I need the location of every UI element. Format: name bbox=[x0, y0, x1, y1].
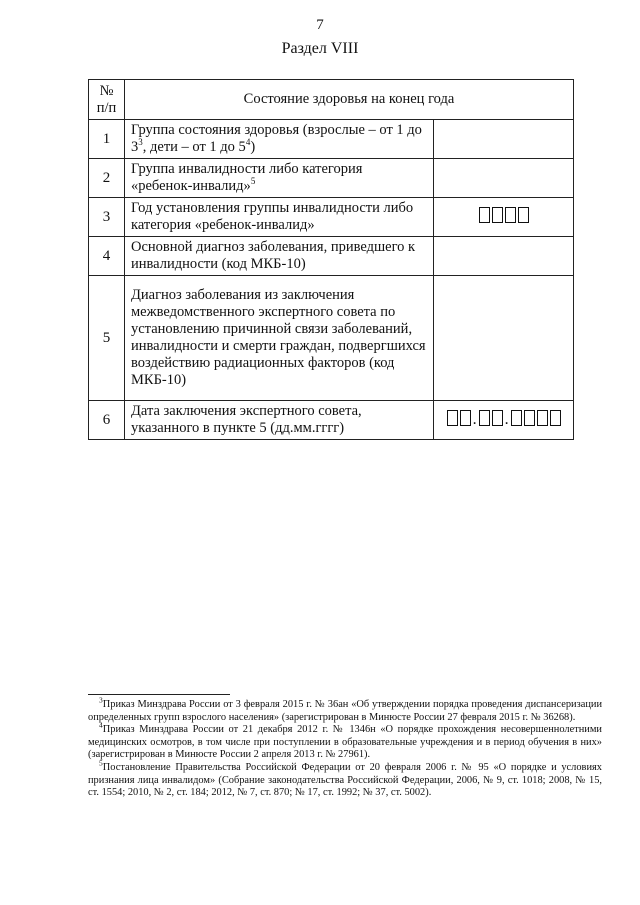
digit-box[interactable] bbox=[511, 410, 522, 426]
date-separator: . bbox=[504, 410, 509, 428]
digit-box[interactable] bbox=[518, 207, 529, 223]
row-description: Основной диагноз заболевания, приведшего к инвалидности (код МКБ-10) bbox=[125, 237, 434, 276]
footnote-mark: 3 bbox=[99, 695, 103, 705]
footnote-3 bbox=[88, 695, 602, 724]
digit-box[interactable] bbox=[492, 207, 503, 223]
row-description: Диагноз заболевания из заключения межведомственного экспертного совета по установлению причинной связи заболеваний, инвалидности и смерти граждан, подвергшихся воздействию радиационных факторов (код МКБ-10) bbox=[125, 276, 434, 401]
table-row bbox=[89, 120, 574, 159]
table-row bbox=[89, 276, 574, 401]
row-number: 3 bbox=[89, 198, 125, 237]
header-title-cell bbox=[125, 80, 574, 120]
footnote-4 bbox=[88, 720, 602, 762]
footnote-ref-3: 3 bbox=[138, 137, 143, 148]
table-row bbox=[89, 159, 574, 198]
row-1-text-b: , дети – от 1 до 5 bbox=[142, 139, 246, 155]
row-description: Год установления группы инвалидности либо категория «ребенок-инвалид» bbox=[125, 198, 434, 237]
row-number: 5 bbox=[89, 276, 125, 401]
footnote-ref-5: 5 bbox=[250, 176, 256, 187]
header-num-cell bbox=[89, 80, 125, 120]
row-value-field[interactable] bbox=[434, 276, 574, 401]
table-row bbox=[89, 401, 574, 440]
row-description bbox=[125, 120, 434, 159]
row-1-text-a: Группа состояния здоровья (взрослые – от 1 до 3 bbox=[131, 122, 422, 155]
footnote-text: Приказ Минздрава России от 3 февраля 2015 г. № 36ан «Об утверждении порядка проведения диспансеризации определенных групп взрослого населения» (зарегистрирован в Минюсте России 27 февраля 2015 г. № 36268). bbox=[88, 699, 602, 723]
digit-box[interactable] bbox=[505, 207, 516, 223]
footnote-divider bbox=[88, 694, 230, 695]
footnote-ref-4: 4 bbox=[245, 137, 251, 148]
footnotes bbox=[88, 695, 602, 800]
table-row bbox=[89, 237, 574, 276]
row-number: 1 bbox=[89, 120, 125, 159]
row-number: 4 bbox=[89, 237, 125, 276]
digit-box[interactable] bbox=[524, 410, 535, 426]
footnote-mark: 5 bbox=[99, 758, 103, 768]
page-number: 7 bbox=[316, 17, 324, 33]
row-description bbox=[125, 159, 434, 198]
date-boxes bbox=[447, 410, 561, 426]
footnote-mark: 4 bbox=[99, 720, 103, 730]
row-1-text-c: ) bbox=[250, 139, 256, 155]
digit-box[interactable] bbox=[492, 410, 503, 426]
row-value-field[interactable] bbox=[434, 120, 574, 159]
header-num-label: п/п bbox=[96, 99, 117, 116]
digit-box[interactable] bbox=[537, 410, 548, 426]
section-title: Раздел VIII bbox=[281, 40, 359, 57]
header-title: Состояние здоровья на конец года bbox=[243, 91, 455, 107]
digit-box[interactable] bbox=[460, 410, 471, 426]
footnote-text: Постановление Правительства Российской Федерации от 20 февраля 2006 г. № 95 «О порядке и условиях признания лица инвалидом» (Собрание законодательства Российской Федерации, 2006, № 9, ст. 1018; 2008, № 15, ст. 1554; 2010, № 2, ст. 184; 2012, № 7, ст. 870; № 17, ст. 1992; № 37, ст. 5002). bbox=[88, 761, 602, 799]
year-boxes bbox=[479, 207, 529, 223]
health-status-table bbox=[88, 79, 574, 440]
digit-box[interactable] bbox=[447, 410, 458, 426]
year-entry-field[interactable] bbox=[434, 198, 574, 237]
date-entry-field[interactable] bbox=[434, 401, 574, 440]
digit-box[interactable] bbox=[479, 207, 490, 223]
row-description: Дата заключения экспертного совета, указанного в пункте 5 (дд.мм.гггг) bbox=[125, 401, 434, 440]
row-number: 2 bbox=[89, 159, 125, 198]
row-2-text: Группа инвалидности либо категория «ребенок-инвалид» bbox=[131, 161, 363, 194]
footnote-5 bbox=[88, 758, 602, 800]
digit-box[interactable] bbox=[550, 410, 561, 426]
table-header-row bbox=[89, 80, 574, 120]
date-separator: . bbox=[472, 410, 477, 428]
row-value-field[interactable] bbox=[434, 237, 574, 276]
table-row bbox=[89, 198, 574, 237]
header-num-sign: № bbox=[99, 82, 114, 99]
footnote-text: Приказ Минздрава России от 21 декабря 2012 г. № 1346н «О порядке прохождения несовершеннолетними медицинских осмотров, в том числе при поступлении в образовательные учреждения и в период обучения в них» (зарегистрирован в Минюсте России 2 апреля 2013 г. № 27961). bbox=[88, 724, 602, 761]
row-number: 6 bbox=[89, 401, 125, 440]
row-value-field[interactable] bbox=[434, 159, 574, 198]
digit-box[interactable] bbox=[479, 410, 490, 426]
